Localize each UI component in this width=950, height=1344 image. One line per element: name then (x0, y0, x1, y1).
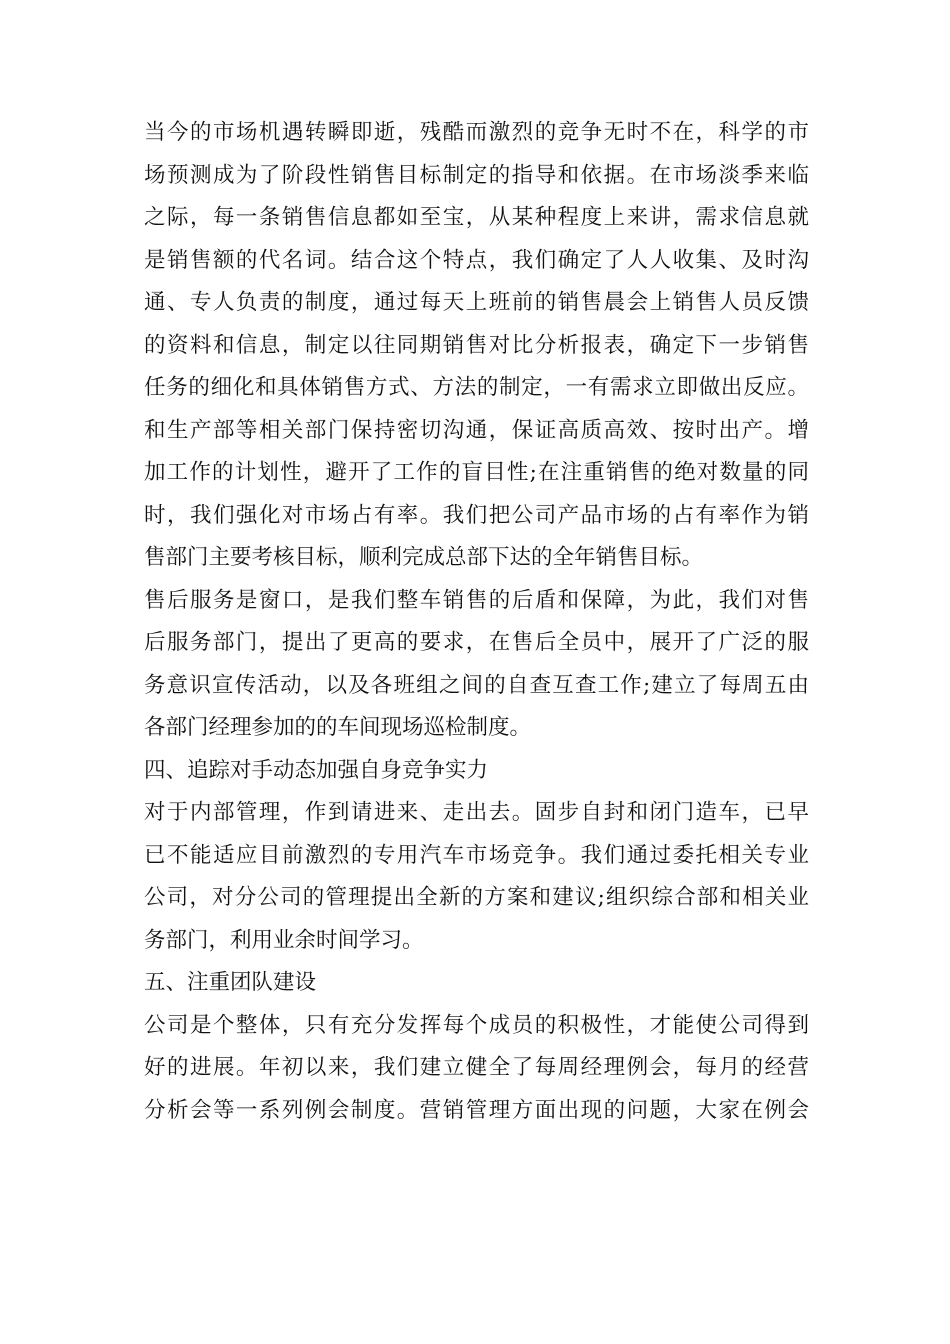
text-line: 务部门，利用业余时间学习。 (144, 927, 424, 953)
text-line: 是销售额的代名词。结合这个特点，我们确定了人人收集、及时沟 (144, 247, 809, 273)
text-line: 后服务部门，提出了更高的要求，在售后全员中，展开了广泛的服 (144, 630, 809, 655)
text-line: 四、追踪对手动态加强自身竞争实力 (144, 757, 489, 783)
text-line: 公司是个整体，只有充分发挥每个成员的积极性，才能使公司得到 (144, 1012, 809, 1038)
text-line: 五、注重团队建设 (144, 970, 317, 995)
text-line: 加工作的计划性，避开了工作的盲目性;在注重销售的绝对数量的同 (144, 460, 809, 485)
text-line: 已不能适应目前激烈的专用汽车市场竞争。我们通过委托相关专业 (144, 842, 809, 868)
text-line: 公司，对分公司的管理提出全新的方案和建议;组织综合部和相关业 (144, 885, 809, 910)
text-line: 场预测成为了阶段性销售目标制定的指导和依据。在市场淡季来临 (144, 162, 809, 188)
text-line: 时，我们强化对市场占有率。我们把公司产品市场的占有率作为销 (144, 502, 809, 528)
text-line: 各部门经理参加的的车间现场巡检制度。 (144, 715, 532, 740)
text-line: 通、专人负责的制度，通过每天上班前的销售晨会上销售人员反馈 (144, 290, 809, 315)
text-line: 好的进展。年初以来，我们建立健全了每周经理例会，每月的经营 (144, 1055, 809, 1080)
text-line: 对于内部管理，作到请进来、走出去。固步自封和闭门造车，已早 (144, 800, 809, 825)
text-line: 售后服务是窗口，是我们整车销售的后盾和保障，为此，我们对售 (144, 587, 809, 613)
text-line: 之际，每一条销售信息都如至宝，从某种程度上来讲，需求信息就 (144, 205, 809, 230)
document-body (144, 112, 809, 1132)
text-line: 务意识宣传活动，以及各班组之间的自查互查工作;建立了每周五由 (144, 672, 809, 698)
text-line: 分析会等一系列例会制度。营销管理方面出现的问题，大家在例会 (144, 1097, 809, 1123)
text-line: 任务的细化和具体销售方式、方法的制定，一有需求立即做出反应。 (144, 375, 809, 400)
text-line: 的资料和信息，制定以往同期销售对比分析报表，确定下一步销售 (144, 332, 809, 358)
text-line: 售部门主要考核目标，顺利完成总部下达的全年销售目标。 (144, 545, 704, 570)
text-line: 当今的市场机遇转瞬即逝，残酷而激烈的竞争无时不在，科学的市 (144, 120, 809, 145)
text-line: 和生产部等相关部门保持密切沟通，保证高质高效、按时出产。增 (144, 417, 809, 443)
